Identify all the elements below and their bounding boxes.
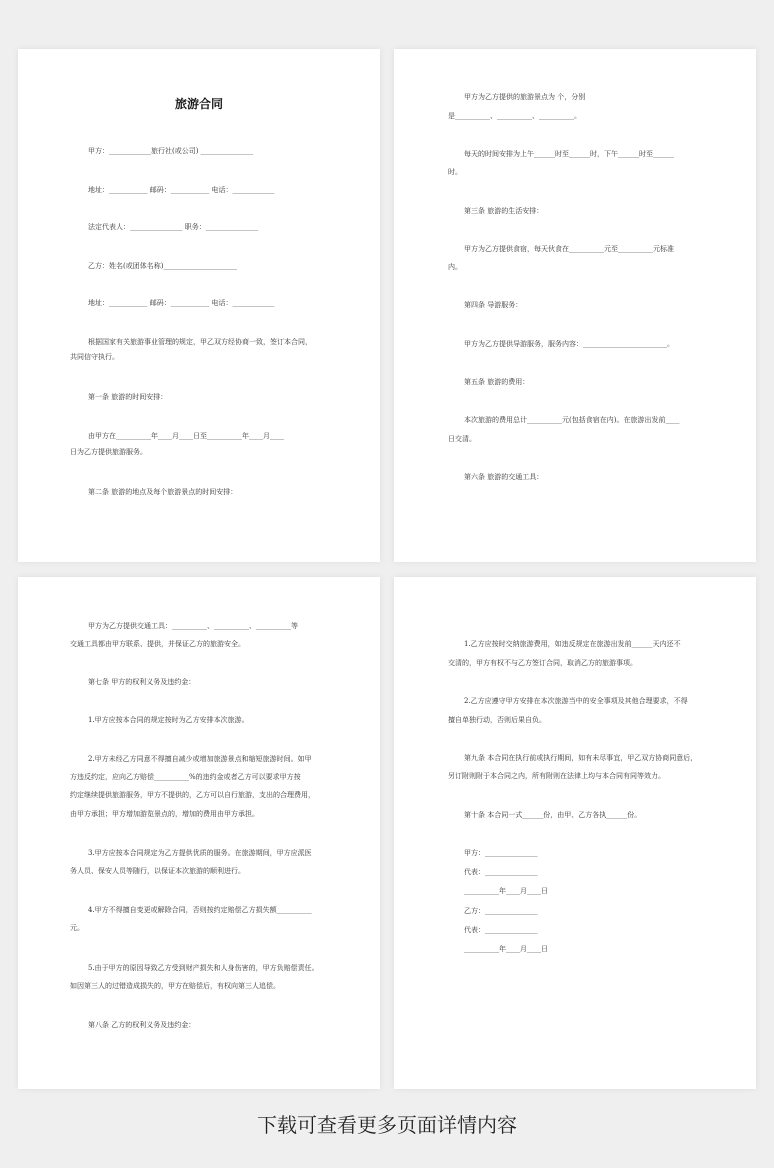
article-body-line: 甲方为乙方提供食宿，每天伙食在__________元至__________元标准 xyxy=(464,245,674,253)
article-heading: 第一条 旅游的时间安排： xyxy=(88,393,168,401)
article-heading: 第七条 甲方的权利义务及违约金： xyxy=(88,678,196,686)
clause-line: 1.甲方应按本合同的规定按时为乙方安排本次旅游。 xyxy=(88,716,249,724)
contract-page-2 xyxy=(394,49,756,562)
article-heading: 第六条 旅游的交通工具： xyxy=(464,473,544,481)
signature-representative: 代表：_______________ xyxy=(464,868,538,876)
article-body-line: 日交清。 xyxy=(448,435,476,443)
contract-page-1 xyxy=(18,49,380,562)
clause-line: 3.甲方应按本合同规定为乙方提供优质的服务。在旅游期间，甲方应派医 xyxy=(88,849,312,857)
clause-line: 1.乙方应按时交纳旅游费用，如违反规定在旅游出发前______天内还不 xyxy=(464,640,681,648)
clause-line: 务人员、保安人员等随行，以保证本次旅游的顺利进行。 xyxy=(70,867,245,875)
clause-line: 5.由于甲方的原因导致乙方受到财产损失和人身伤害的，甲方负赔偿责任。 xyxy=(88,964,319,972)
article-body-line: 时。 xyxy=(448,168,462,176)
signature-party-a: 甲方：_______________ xyxy=(464,849,538,857)
article-body-line: 甲方为乙方提供导游服务，服务内容：________________________。 xyxy=(464,340,674,348)
article-heading: 第四条 导游服务： xyxy=(464,301,523,309)
signature-date: __________年____月____日 xyxy=(464,887,548,895)
clause-line: 如因第三人的过错造成损失的，甲方在赔偿后，有权向第三人追偿。 xyxy=(70,982,280,990)
preamble-line: 共同信守执行。 xyxy=(70,353,119,361)
clause-line: 由甲方承担；甲方增加游览景点的，增加的费用由甲方承担。 xyxy=(70,810,259,818)
party-b-address-line: 地址：___________ 邮码：___________ 电话：____________ xyxy=(88,299,275,307)
signature-representative: 代表：_______________ xyxy=(464,926,538,934)
article-heading: 第八条 乙方的权利义务及违约金： xyxy=(88,1021,196,1029)
article-heading: 第三条 旅游的生活安排： xyxy=(464,207,544,215)
article-body-line: 甲方为乙方提供交通工具：__________、__________、__________等 xyxy=(88,622,298,630)
signature-date: __________年____月____日 xyxy=(464,945,548,953)
article-body-line: 每天的时间安排为上午______时至______时，下午______时至______ xyxy=(464,150,674,158)
clause-line: 擅自单独行动，否则后果自负。 xyxy=(448,716,546,724)
legal-representative-line: 法定代表人：_______________ 职务：_______________ xyxy=(88,223,259,231)
article-body-line: 第十条 本合同一式______份，由甲、乙方各执______份。 xyxy=(464,811,642,819)
contract-page-4 xyxy=(394,577,756,1089)
signature-party-b: 乙方：_______________ xyxy=(464,907,538,915)
clause-line: 2.乙方应遵守甲方安排在本次旅游当中的安全事项及其他合理要求，不得 xyxy=(464,697,688,705)
download-more-caption: 下载可查看更多页面详情内容 xyxy=(257,1113,517,1137)
article-heading: 第二条 旅游的地点及每个旅游景点的时间安排： xyxy=(88,488,238,496)
article-body-line: 甲方为乙方提供的旅游景点为 个，分别 xyxy=(464,93,586,101)
article-body-line: 由甲方在__________年____月____日至__________年____月____ xyxy=(88,432,284,440)
clause-line: 交清的，甲方有权不与乙方签订合同，取消乙方的旅游事项。 xyxy=(448,659,637,667)
clause-line: 4.甲方不得擅自变更或解除合同，否则按约定赔偿乙方损失额__________ xyxy=(88,906,312,914)
clause-line: 约定继续提供旅游服务，甲方不提供的，乙方可以自行旅游，支出的合理费用， xyxy=(70,791,315,799)
clause-line: 方违反约定，应向乙方赔偿__________%的违约金或者乙方可以要求甲方按 xyxy=(70,773,301,781)
article-heading: 第五条 旅游的费用： xyxy=(464,378,530,386)
contract-page-3 xyxy=(18,577,380,1089)
document-title: 旅游合同 xyxy=(174,97,223,111)
party-a-line: 甲方：____________旅行社(或公司) _______________ xyxy=(88,147,254,155)
clause-line: 元。 xyxy=(70,924,84,932)
article-body-line: 日为乙方提供旅游服务。 xyxy=(70,448,147,456)
party-b-line: 乙方：姓名(或团体名称)_____________________ xyxy=(88,262,237,270)
article-body-line: 第九条 本合同在执行前或执行期间，如有未尽事宜，甲乙双方协商同意后， xyxy=(464,754,698,762)
party-a-address-line: 地址：___________ 邮码：___________ 电话：____________ xyxy=(88,186,275,194)
article-body-line: 是__________、__________、__________。 xyxy=(448,112,581,120)
article-body-line: 内。 xyxy=(448,263,462,271)
article-body-line: 本次旅游的费用总计__________元(包括食宿在内)。在旅游出发前____ xyxy=(464,416,680,424)
preamble-line: 根据国家有关旅游事业管理的规定，甲乙双方经协商一致，签订本合同， xyxy=(88,338,312,346)
article-body-line: 另订附则附于本合同之内，所有附则在法律上均与本合同有同等效力。 xyxy=(448,772,665,780)
clause-line: 2.甲方未经乙方同意不得擅自减少或增加旅游景点和缩短旅游时间。如甲 xyxy=(88,755,312,763)
article-body-line: 交通工具都由甲方联系、提供，并保证乙方的旅游安全。 xyxy=(70,640,245,648)
